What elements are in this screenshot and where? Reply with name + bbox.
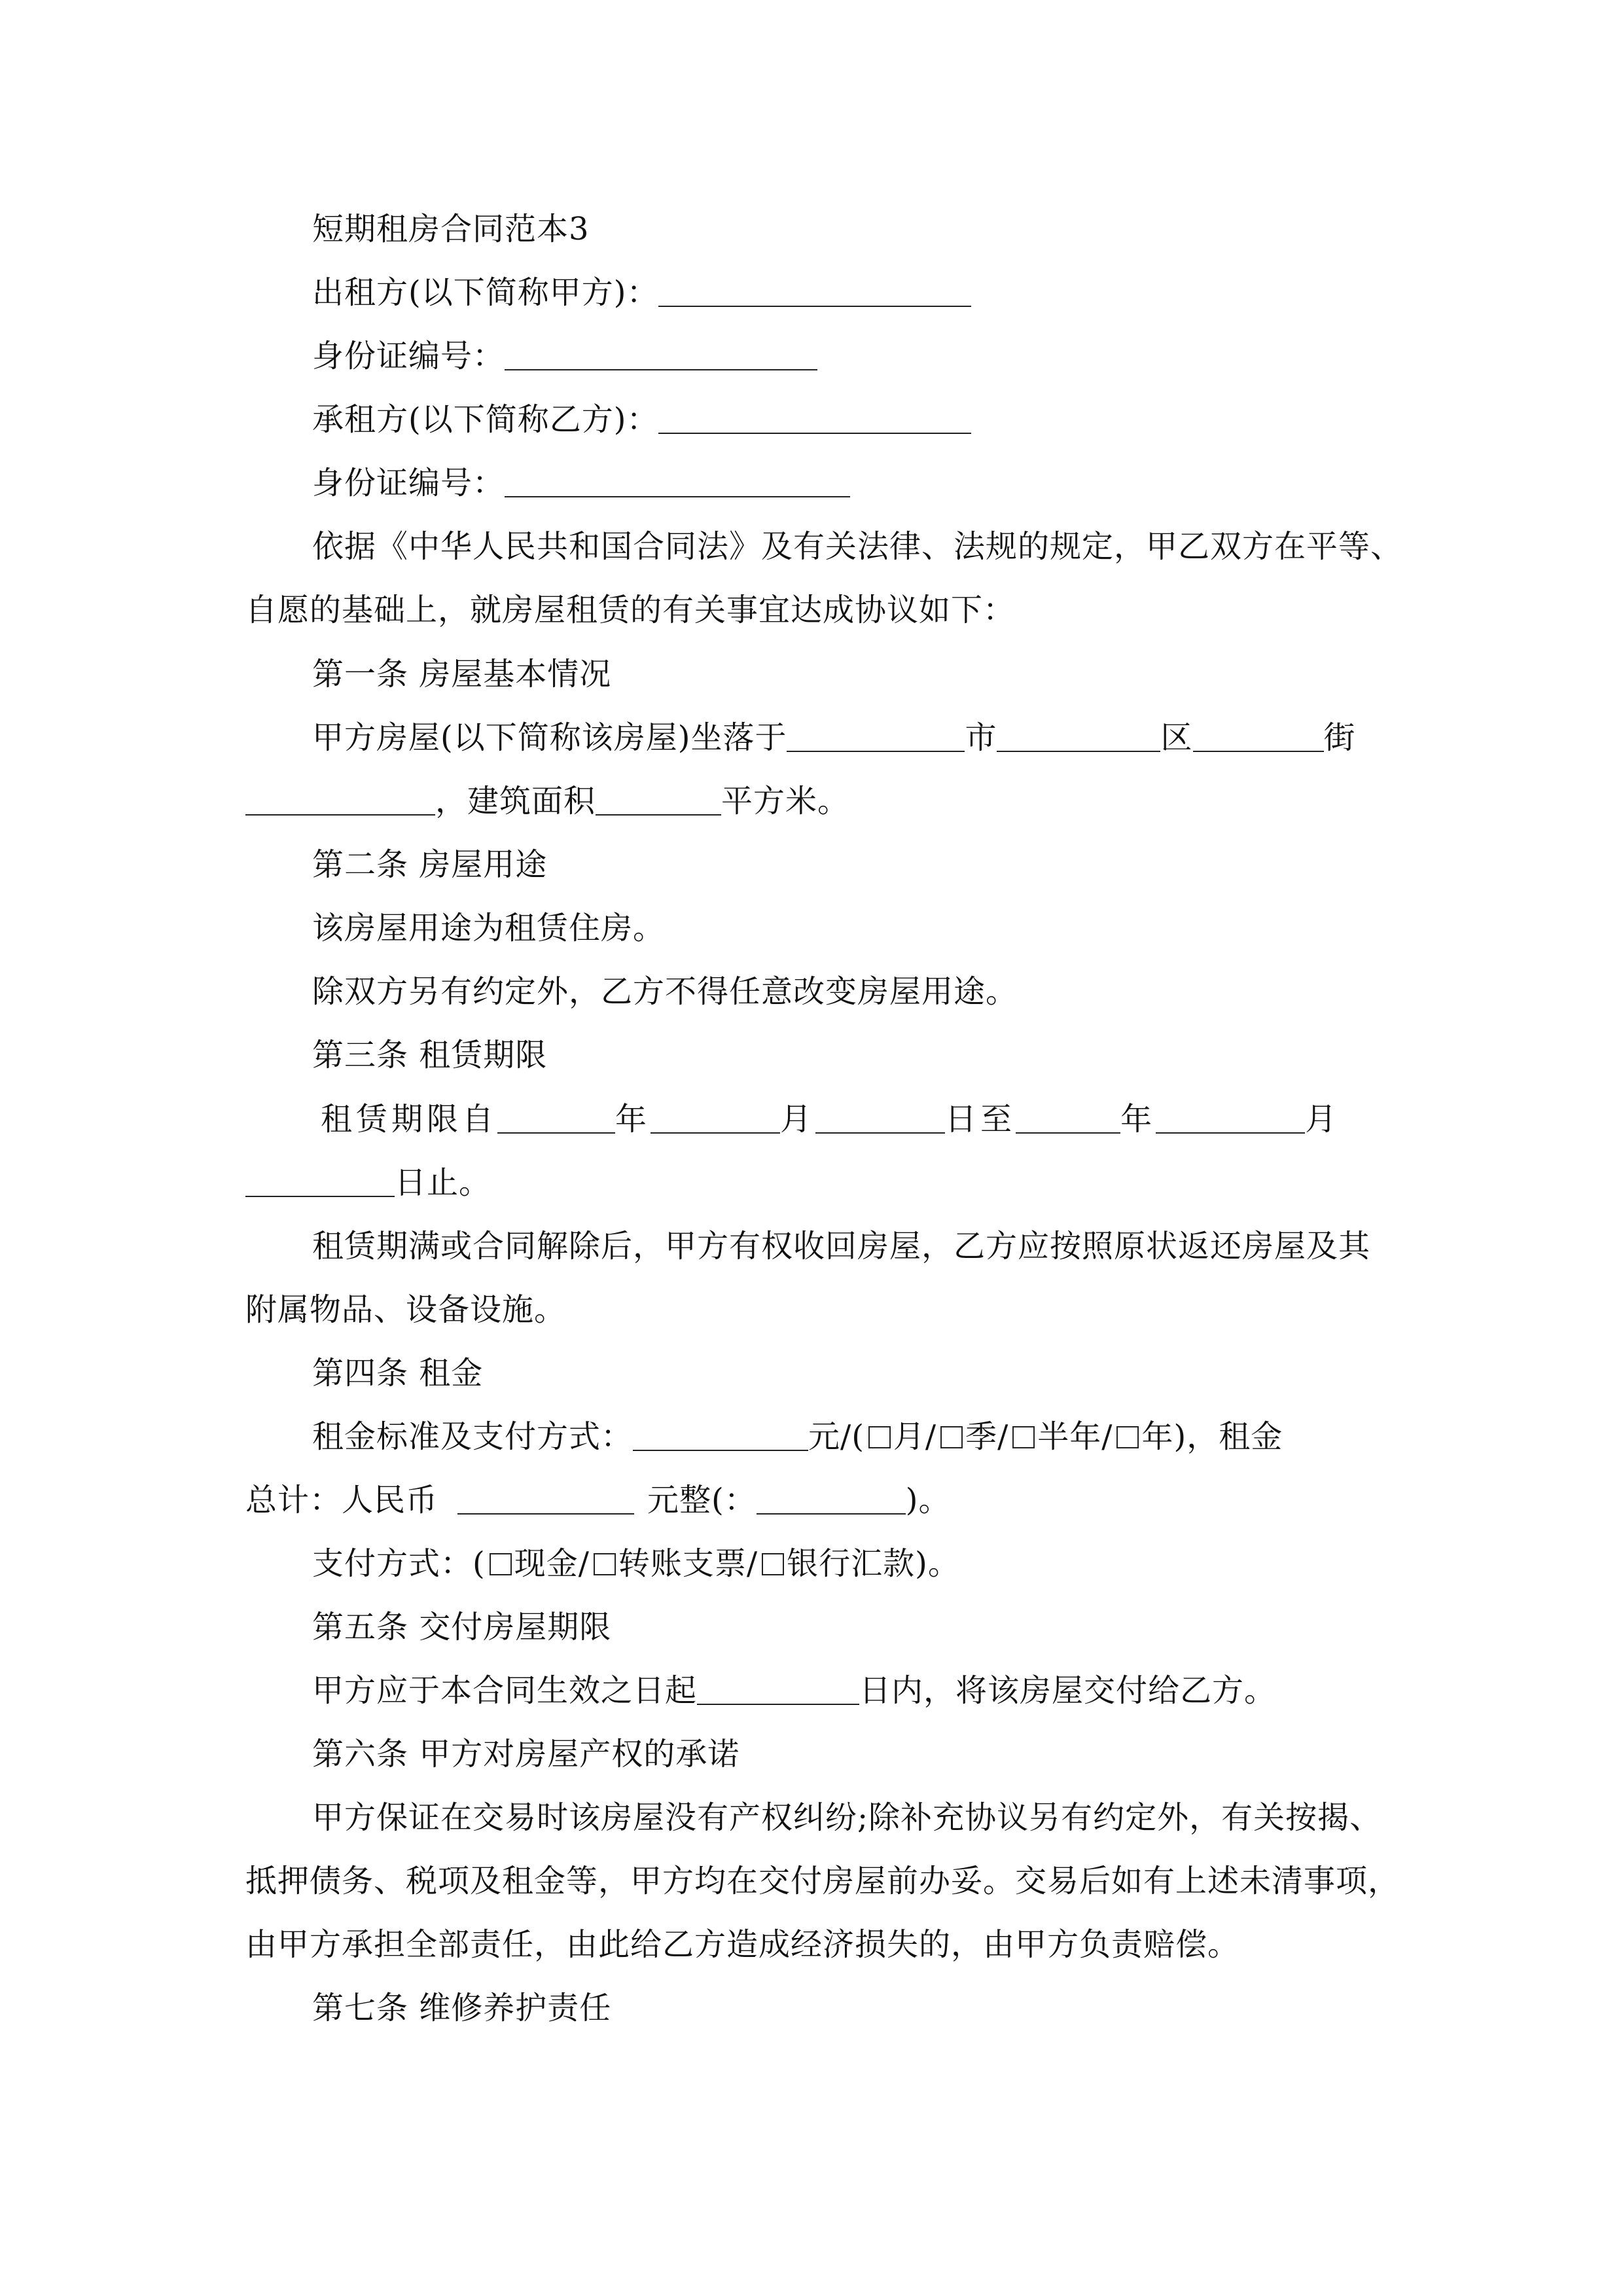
total-close-label: )。 bbox=[905, 1482, 951, 1518]
area-unit: 平方米。 bbox=[721, 783, 850, 819]
lessee-id-line bbox=[312, 463, 850, 503]
end-year-label: 年 bbox=[1120, 1101, 1156, 1138]
cash-checkbox[interactable] bbox=[490, 1553, 512, 1575]
payment-label: 支付方式：( bbox=[312, 1545, 486, 1582]
cash-label: 现金/ bbox=[514, 1545, 590, 1582]
term-label: 租赁期限自 bbox=[321, 1101, 498, 1138]
article-6-line-2: 抵押债务、税项及租金等，甲方均在交付房屋前办妥。交易后如有上述未清事项， bbox=[245, 1863, 1400, 1899]
district-label: 区 bbox=[1160, 719, 1193, 756]
street-label: 街 bbox=[1323, 719, 1356, 756]
article-3-paragraph-2-line-2: 附属物品、设备设施。 bbox=[245, 1291, 567, 1328]
street-blank[interactable] bbox=[1193, 725, 1324, 752]
area-blank[interactable] bbox=[596, 788, 721, 816]
article-2-title: 第二条 房屋用途 bbox=[312, 846, 548, 883]
document-title: 短期租房合同范本3 bbox=[312, 211, 590, 247]
article-5-title: 第五条 交付房屋期限 bbox=[312, 1609, 612, 1645]
half-year-checkbox[interactable] bbox=[1012, 1426, 1035, 1448]
lessee-line bbox=[312, 400, 971, 439]
intro-line-1: 依据《中华人民共和国合同法》及有关法律、法规的规定，甲乙双方在平等、 bbox=[312, 528, 1403, 565]
street-number-blank[interactable] bbox=[245, 788, 435, 816]
end-month-label: 月 bbox=[1305, 1101, 1341, 1138]
lessee-id-label: 身份证编号： bbox=[312, 465, 505, 501]
intro-line-2: 自愿的基础上，就房屋租赁的有关事宜达成协议如下： bbox=[245, 592, 1016, 628]
half-year-label: 半年/ bbox=[1037, 1418, 1113, 1455]
article-5-paragraph bbox=[312, 1671, 1276, 1710]
article-2-paragraph-2: 除双方另有约定外，乙方不得任意改变房屋用途。 bbox=[312, 973, 1018, 1010]
start-month-blank[interactable] bbox=[651, 1106, 780, 1134]
article-4-rent-line bbox=[312, 1417, 1283, 1456]
lessor-name-blank[interactable] bbox=[658, 279, 971, 307]
rent-standard-label: 租金标准及支付方式： bbox=[312, 1418, 633, 1455]
bank-transfer-label: 银行汇款)。 bbox=[787, 1545, 960, 1582]
rent-amount-blank[interactable] bbox=[633, 1424, 808, 1451]
total-label: 总计：人民币 bbox=[245, 1482, 438, 1518]
year-label: 年 bbox=[615, 1101, 651, 1138]
location-label: 甲方房屋(以下简称该房屋)坐落于 bbox=[312, 719, 787, 756]
article-4-payment-line bbox=[312, 1544, 960, 1583]
month-label: 月 bbox=[780, 1101, 816, 1138]
rent-yuan-label: 元/( bbox=[808, 1418, 865, 1455]
quarterly-checkbox[interactable] bbox=[940, 1426, 963, 1448]
article-1-location-line bbox=[312, 718, 1356, 757]
total-yuan-label: 元整(： bbox=[647, 1482, 757, 1518]
start-day-blank[interactable] bbox=[815, 1106, 945, 1134]
lessee-name-blank[interactable] bbox=[658, 406, 971, 434]
city-label: 市 bbox=[965, 719, 997, 756]
quarterly-label: 季/ bbox=[965, 1418, 1009, 1455]
end-year-blank[interactable] bbox=[1016, 1106, 1120, 1134]
article-1-title: 第一条 房屋基本情况 bbox=[312, 656, 612, 692]
lessor-id-line bbox=[312, 336, 817, 376]
monthly-label: 月/ bbox=[893, 1418, 937, 1455]
article-6-line-3: 由甲方承担全部责任，由此给乙方造成经济损失的，由甲方负责赔偿。 bbox=[245, 1926, 1240, 1963]
article-7-title: 第七条 维修养护责任 bbox=[312, 1990, 612, 2026]
article-3-end-line bbox=[245, 1163, 491, 1202]
article-4-total-line bbox=[245, 1480, 950, 1520]
start-year-blank[interactable] bbox=[497, 1106, 615, 1134]
article-6-title: 第六条 甲方对房屋产权的承诺 bbox=[312, 1736, 740, 1772]
day-to-label: 日至 bbox=[945, 1101, 1016, 1138]
yearly-checkbox[interactable] bbox=[1116, 1426, 1139, 1448]
check-label: 转账支票/ bbox=[618, 1545, 758, 1582]
end-month-blank[interactable] bbox=[1156, 1106, 1305, 1134]
total-amount-blank[interactable] bbox=[457, 1487, 634, 1515]
delivery-label: 甲方应于本合同生效之日起 bbox=[312, 1672, 698, 1709]
total-uppercase-blank[interactable] bbox=[757, 1487, 906, 1515]
article-3-term-line bbox=[321, 1100, 1340, 1139]
lessor-label: 出租方(以下简称甲方)： bbox=[312, 274, 659, 311]
lessor-line bbox=[312, 273, 971, 312]
article-6-line-1: 甲方保证在交易时该房屋没有产权纠纷;除补充协议另有约定外，有关按揭、 bbox=[312, 1799, 1382, 1836]
article-2-paragraph-1: 该房屋用途为租赁住房。 bbox=[312, 910, 666, 946]
article-3-title: 第三条 租赁期限 bbox=[312, 1037, 548, 1073]
delivery-suffix: 日内，将该房屋交付给乙方。 bbox=[859, 1672, 1277, 1709]
end-day-blank[interactable] bbox=[245, 1170, 395, 1197]
bank-transfer-checkbox[interactable] bbox=[762, 1553, 784, 1575]
lessee-label: 承租方(以下简称乙方)： bbox=[312, 401, 659, 438]
check-checkbox[interactable] bbox=[594, 1553, 616, 1575]
area-label: ，建筑面积 bbox=[435, 783, 596, 819]
article-1-area-line bbox=[245, 781, 849, 821]
monthly-checkbox[interactable] bbox=[868, 1426, 891, 1448]
lessee-id-blank[interactable] bbox=[505, 470, 850, 497]
yearly-label: 年)，租金 bbox=[1141, 1418, 1283, 1455]
delivery-days-blank[interactable] bbox=[697, 1677, 859, 1705]
article-4-title: 第四条 租金 bbox=[312, 1355, 484, 1391]
article-3-paragraph-2-line-1: 租赁期满或合同解除后，甲方有权收回房屋，乙方应按照原状返还房屋及其 bbox=[312, 1228, 1371, 1265]
lessor-id-blank[interactable] bbox=[505, 343, 817, 370]
city-blank[interactable] bbox=[787, 725, 965, 752]
end-label: 日止。 bbox=[395, 1164, 491, 1201]
lessor-id-label: 身份证编号： bbox=[312, 338, 505, 374]
district-blank[interactable] bbox=[997, 725, 1160, 752]
